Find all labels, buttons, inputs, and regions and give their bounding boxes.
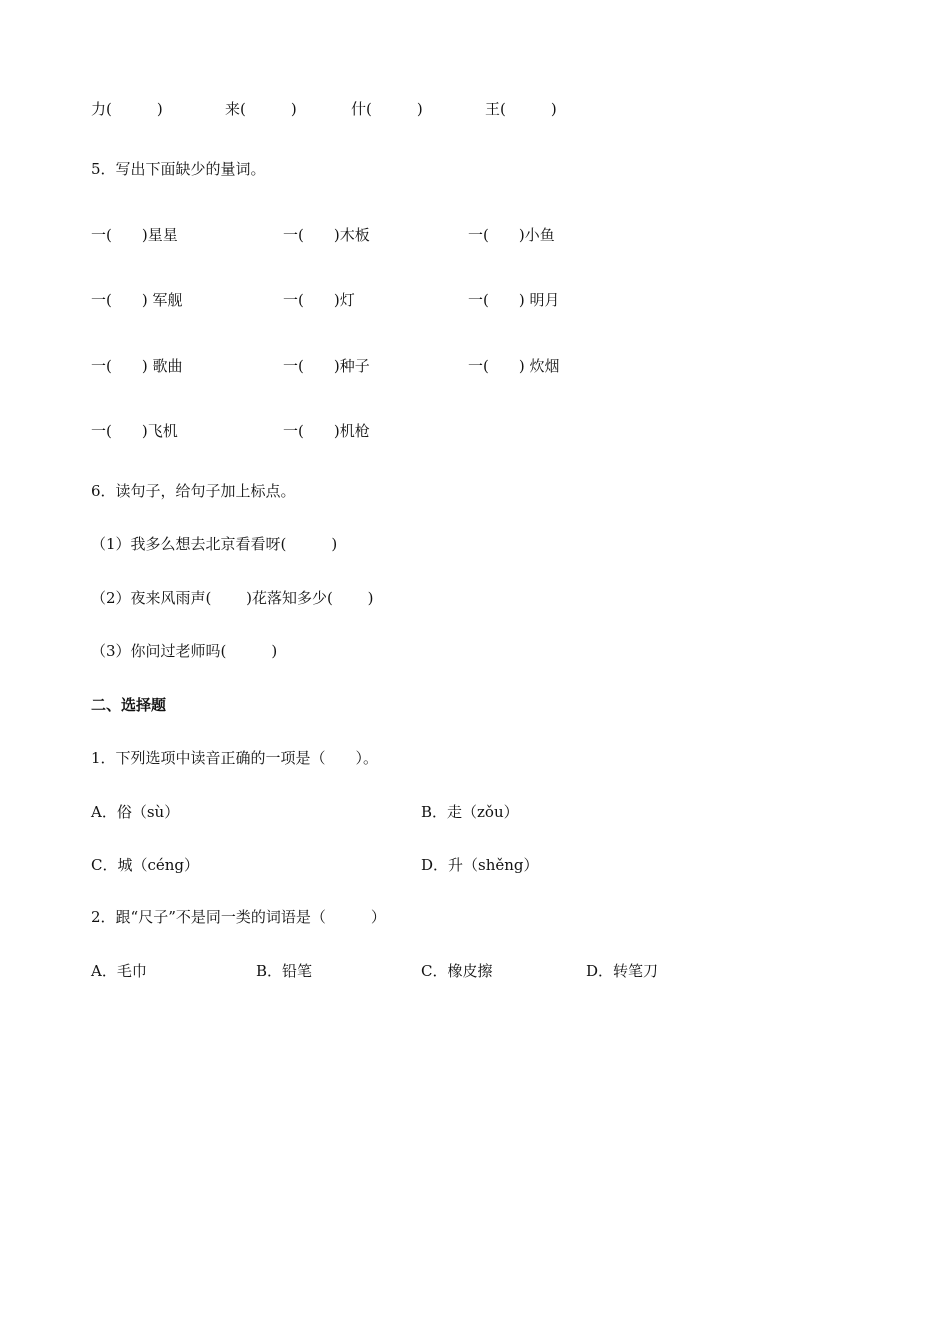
q5-blank: 一( )灯 xyxy=(283,291,355,309)
q6-title: 6．读句子，给句子加上标点。 xyxy=(91,482,296,500)
mc-q2-option-d: D．转笔刀 xyxy=(586,962,659,980)
q5-blank: 一( ) 军舰 xyxy=(91,291,183,309)
mc-q2-stem: 2．跟“尺子”不是同一类的词语是（ ） xyxy=(91,908,386,926)
q6-sentence-2: （2）夜来风雨声( )花落知多少( ) xyxy=(91,589,374,607)
mc-q1-option-b: B．走（zǒu） xyxy=(421,803,519,821)
q5-blank: 一( )星星 xyxy=(91,226,178,244)
q5-blank: 一( )木板 xyxy=(283,226,370,244)
q4-item-3: 什( ) xyxy=(351,100,423,118)
q4-item-4: 王( ) xyxy=(485,100,557,118)
q6-sentence-1: （1）我多么想去北京看看呀( ) xyxy=(91,535,338,553)
q5-blank: 一( )机枪 xyxy=(283,422,370,440)
mc-q2-option-a: A．毛巾 xyxy=(91,962,147,980)
q4-item-1: 力( ) xyxy=(91,100,163,118)
q5-blank: 一( )飞机 xyxy=(91,422,178,440)
mc-q1-option-a: A．俗（sù） xyxy=(91,803,180,821)
section-heading: 二、选择题 xyxy=(91,696,167,714)
mc-q2-option-c: C．橡皮擦 xyxy=(421,962,493,980)
mc-q1-stem: 1．下列选项中读音正确的一项是（ ）。 xyxy=(91,749,379,767)
q5-blank: 一( ) 歌曲 xyxy=(91,357,183,375)
mc-q2-option-b: B．铅笔 xyxy=(256,962,313,980)
mc-q1-option-c: C．城（céng） xyxy=(91,856,200,874)
q5-blank: 一( ) 明月 xyxy=(468,291,560,309)
q6-sentence-3: （3）你问过老师吗( ) xyxy=(91,642,278,660)
q4-item-2: 来( ) xyxy=(225,100,297,118)
q5-blank: 一( )小鱼 xyxy=(468,226,555,244)
q5-title: 5．写出下面缺少的量词。 xyxy=(91,160,266,178)
q5-blank: 一( )种子 xyxy=(283,357,370,375)
mc-q1-option-d: D．升（shěng） xyxy=(421,856,539,874)
q5-blank: 一( ) 炊烟 xyxy=(468,357,560,375)
